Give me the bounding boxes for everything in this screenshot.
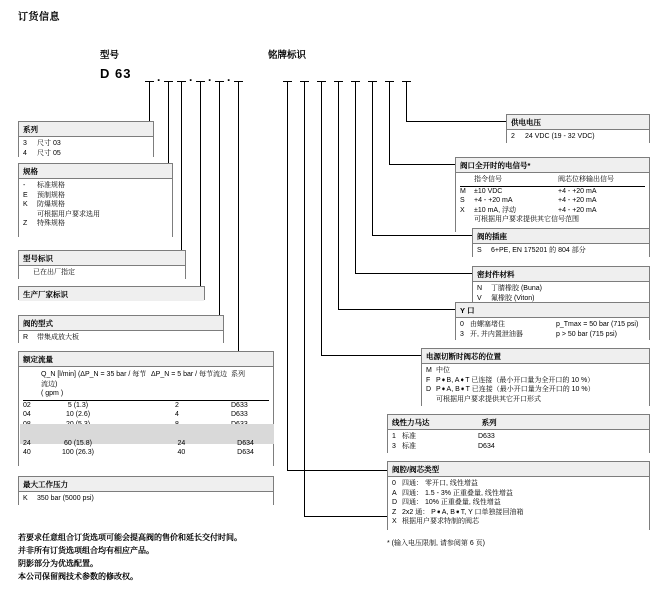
row-note: p_Tmax = 50 bar (715 psi) [556,321,639,328]
connector-line [338,81,339,309]
table-row [23,448,269,458]
row [426,385,645,395]
row-value: 可根据用户要求选用 [37,210,100,218]
row-key: A [392,489,397,497]
box-model-mark [18,250,186,279]
row [392,442,645,452]
box-fail-safe-title: 电源切断时阀芯的位置 [422,349,649,364]
flow-header-row [23,370,269,389]
row-value: 氟橡胶 (Viton) [491,294,535,302]
box-linear-motor-series-label: 系列 [481,418,497,427]
flow-q35: 5 (1.3) [67,401,89,409]
code-dot: . [189,70,193,84]
box-connector-title: 阀的插座 [473,229,649,244]
connector-line [372,81,373,235]
flow-q35: 60 (15.8) [63,439,92,447]
row-key: 1 [392,433,396,440]
row-key: S [477,247,482,254]
row-c2: +4 - +20 mA [558,197,597,204]
flow-q5: 24 [177,439,186,447]
connector-line [406,121,506,122]
connector-line [168,81,169,170]
row [23,268,181,278]
row [477,246,645,256]
row-key: K [23,201,28,208]
row-key: R [23,334,29,341]
row-key: D [426,386,432,393]
row-value: 标准规格 [37,182,65,189]
row-key: E [23,191,28,199]
flow-code: 04 [23,411,31,418]
note-line-3: 阴影部分为优选配置。 [18,559,98,568]
row-key: - [23,182,26,189]
box-spool-type [387,461,650,530]
box-connector [472,228,650,257]
row-value: 开, 并内置泄油器 [470,330,523,338]
row-key [426,395,436,405]
row [392,489,645,499]
row-value: 尺寸 03 [37,140,61,147]
row [23,219,168,229]
flow-series: D634 [237,439,254,447]
flow-q5: 2 [175,401,179,409]
note-line-1: 若要求任意组合订货选项可能会提高阀的售价和延长交付时间。 [18,533,242,542]
box-manufacturer-title: 生产厂家标识 [19,287,204,301]
row-value: 防爆规格 [37,201,65,208]
row-value: 预制规格 [37,191,65,199]
flow-q5: 40 [177,449,186,456]
row-key: F [426,376,431,384]
row-key: K [23,495,28,502]
connector-line [321,355,421,356]
row-series: D633 [478,433,495,440]
model-label: 型号 [100,50,120,61]
row-value: 根据用户要求特制的阀芯 [402,518,479,525]
row-value: 可根据用户要求提供其它开口形式 [436,395,541,403]
col-command: 指令信号 [474,175,558,186]
box-valve-type-title: 阀的型式 [19,316,223,331]
flow-series: D633 [231,411,248,418]
table-row [460,186,645,196]
row [392,479,645,489]
row-value: 带集成放大板 [37,334,79,341]
row [460,330,645,340]
box-seal-title: 密封件材料 [473,267,649,282]
row-key: N [477,285,483,292]
footnote: * (输入电压限制, 请参阅第 6 页) [387,540,486,547]
row [23,494,269,504]
box-spool-type-title: 阀腔/阀芯类型 [388,462,649,477]
row-value: 24 VDC (19 - 32 VDC) [525,133,595,140]
box-max-pressure [18,476,274,505]
row-series: D634 [478,442,495,450]
connector-line [338,309,455,310]
connector-line [304,516,387,517]
row-c1: ±10 mA, 浮动 [474,206,516,214]
connector-line [238,81,239,358]
box-series [18,121,154,157]
nameplate-label: 铭牌标识 [268,50,307,61]
box-y-port-title: Y 口 [456,303,649,318]
row-key: 3 [392,442,396,450]
row [426,395,645,405]
row-value: P➧B, A➧T 已连接（最小开口量为全开口的 10 %） [436,376,595,384]
connector-line [181,81,182,257]
flow-table-preferred [23,439,269,458]
model-code: D 63 [100,66,132,81]
row [23,191,168,201]
row-key: M [460,187,466,195]
code-dot: . [208,70,212,84]
connector-line [406,81,407,121]
row-value: 标准 [402,433,416,440]
row [392,498,645,508]
table-row [460,206,645,216]
connector-line [219,81,220,322]
code-dot: . [157,70,161,84]
row-value: 由螺塞堵住 [470,321,505,328]
flow-subheader-row [23,389,269,400]
flow-series: D633 [231,401,248,409]
row [23,139,149,149]
row-key [23,268,33,278]
row-value: P➧A, B➧T 已连接（最小开口量为全开口的 10 %） [436,386,595,393]
box-max-pressure-title: 最大工作压力 [19,477,273,492]
box-valve-type [18,315,224,343]
connector-line [355,273,472,274]
row-key: Z [23,220,28,227]
row-c2: +4 - +20 mA [558,187,597,195]
box-command-signal [455,157,650,232]
row [426,376,645,386]
flow-q35: 10 (2.6) [65,411,91,418]
connector-line [200,81,201,293]
row-key [23,210,37,220]
row-c1: ±10 VDC [474,187,503,195]
row-value: 四通： 1.5 - 3% 正重叠量, 线性增益 [402,489,513,497]
row [392,508,645,518]
box-series-title: 系列 [19,122,153,137]
box-supply-voltage-title: 供电电压 [507,115,649,130]
flow-col-series: 系列 [231,371,245,378]
row [23,210,168,220]
row-key: 0 [460,321,464,328]
flow-q5: 4 [175,411,179,418]
connector-line [355,81,356,273]
row-value: 已在出厂指定 [33,269,75,276]
flow-code: 24 [23,439,31,447]
note-line-2: 并非所有订货选项组合均有相应产品。 [18,546,154,555]
row-value: 四通： 零开口, 线性增益 [402,480,478,487]
connector-line [287,470,387,471]
row-key: V [477,294,482,302]
row [392,432,645,442]
box-linear-motor-label: 线性力马达 [392,418,430,427]
command-signal-header-row [460,175,645,186]
row-value: 四通： 10% 正重叠量, 线性增益 [402,499,501,506]
note-line-4: 本公司保留阀技术参数的修改权。 [18,572,138,581]
connector-line [389,81,390,164]
box-spec-title: 规格 [19,164,172,179]
row-key: D [392,499,398,506]
row-value: 中位 [436,367,450,374]
flow-code: 02 [23,401,31,409]
table-row [23,400,269,410]
row [460,320,645,330]
row [392,517,645,527]
command-signal-table [460,175,645,225]
row-value: 特殊规格 [37,220,65,227]
box-spec [18,163,173,237]
connector-line [372,235,472,236]
row-c2: +4 - +20 mA [558,206,597,214]
row [477,284,645,294]
row-key: S [460,197,465,204]
row-value: 2x2 通： P➧A, B➧T, Y 口单独接回油箱 [402,508,524,516]
table-row [23,439,269,449]
flow-col-q35: Q_N [l/min] (ΔP_N = 35 bar / 每节流边) [41,371,147,388]
box-linear-motor [387,414,650,453]
table-row [460,215,645,225]
row-key: 0 [392,480,396,487]
row-value: 350 bar (5000 psi) [37,495,94,502]
row-c1: +4 - +20 mA [474,197,513,204]
row [511,132,645,142]
code-dot: . [227,70,231,84]
box-y-port [455,302,650,340]
table-row [460,196,645,206]
connector-line [287,81,288,470]
row [23,181,168,191]
box-manufacturer [18,286,205,300]
box-fail-safe [421,348,650,406]
row-c1: 可根据用户要求提供其它信号范围 [474,216,579,223]
row-value: 标准 [402,442,416,450]
page-title: 订货信息 [18,12,60,23]
row [23,149,149,159]
box-linear-motor-title [388,415,649,430]
row [426,366,645,376]
row-key: 4 [23,149,27,157]
row-key: 2 [511,133,515,140]
row-note: p > 50 bar (715 psi) [556,330,617,338]
row-key: 3 [23,140,27,147]
flow-q35: 100 (26.3) [62,449,94,456]
row [23,200,168,210]
row-value: 丁腈橡胶 (Buna) [491,285,542,292]
flow-code: 40 [23,449,31,456]
box-flow-title: 额定流量 [19,352,273,367]
row-key: Z [392,508,397,516]
row-value: 6+PE, EN 175201 的 804 部分 [491,247,586,254]
box-command-signal-title: 阀口全开时的电信号* [456,158,649,173]
box-supply-voltage [506,114,650,143]
row [23,333,219,343]
row-key: M [426,367,432,374]
col-output: 阀芯位移输出信号 [558,175,645,186]
connector-line [304,81,305,516]
row-key: X [460,206,465,214]
row-key [460,215,474,225]
row-key: 3 [460,330,464,338]
flow-col-q5: ΔP_N = 5 bar / 每节流边 [151,371,228,378]
row-value: 尺寸 05 [37,149,61,157]
table-row [23,410,269,420]
connector-line [321,81,322,355]
flow-gpm-label: ( gpm ) [41,389,151,400]
box-flow [18,351,274,466]
flow-series: D634 [237,449,254,456]
row-key: X [392,518,397,525]
box-model-mark-title: 型号标识 [19,251,185,266]
